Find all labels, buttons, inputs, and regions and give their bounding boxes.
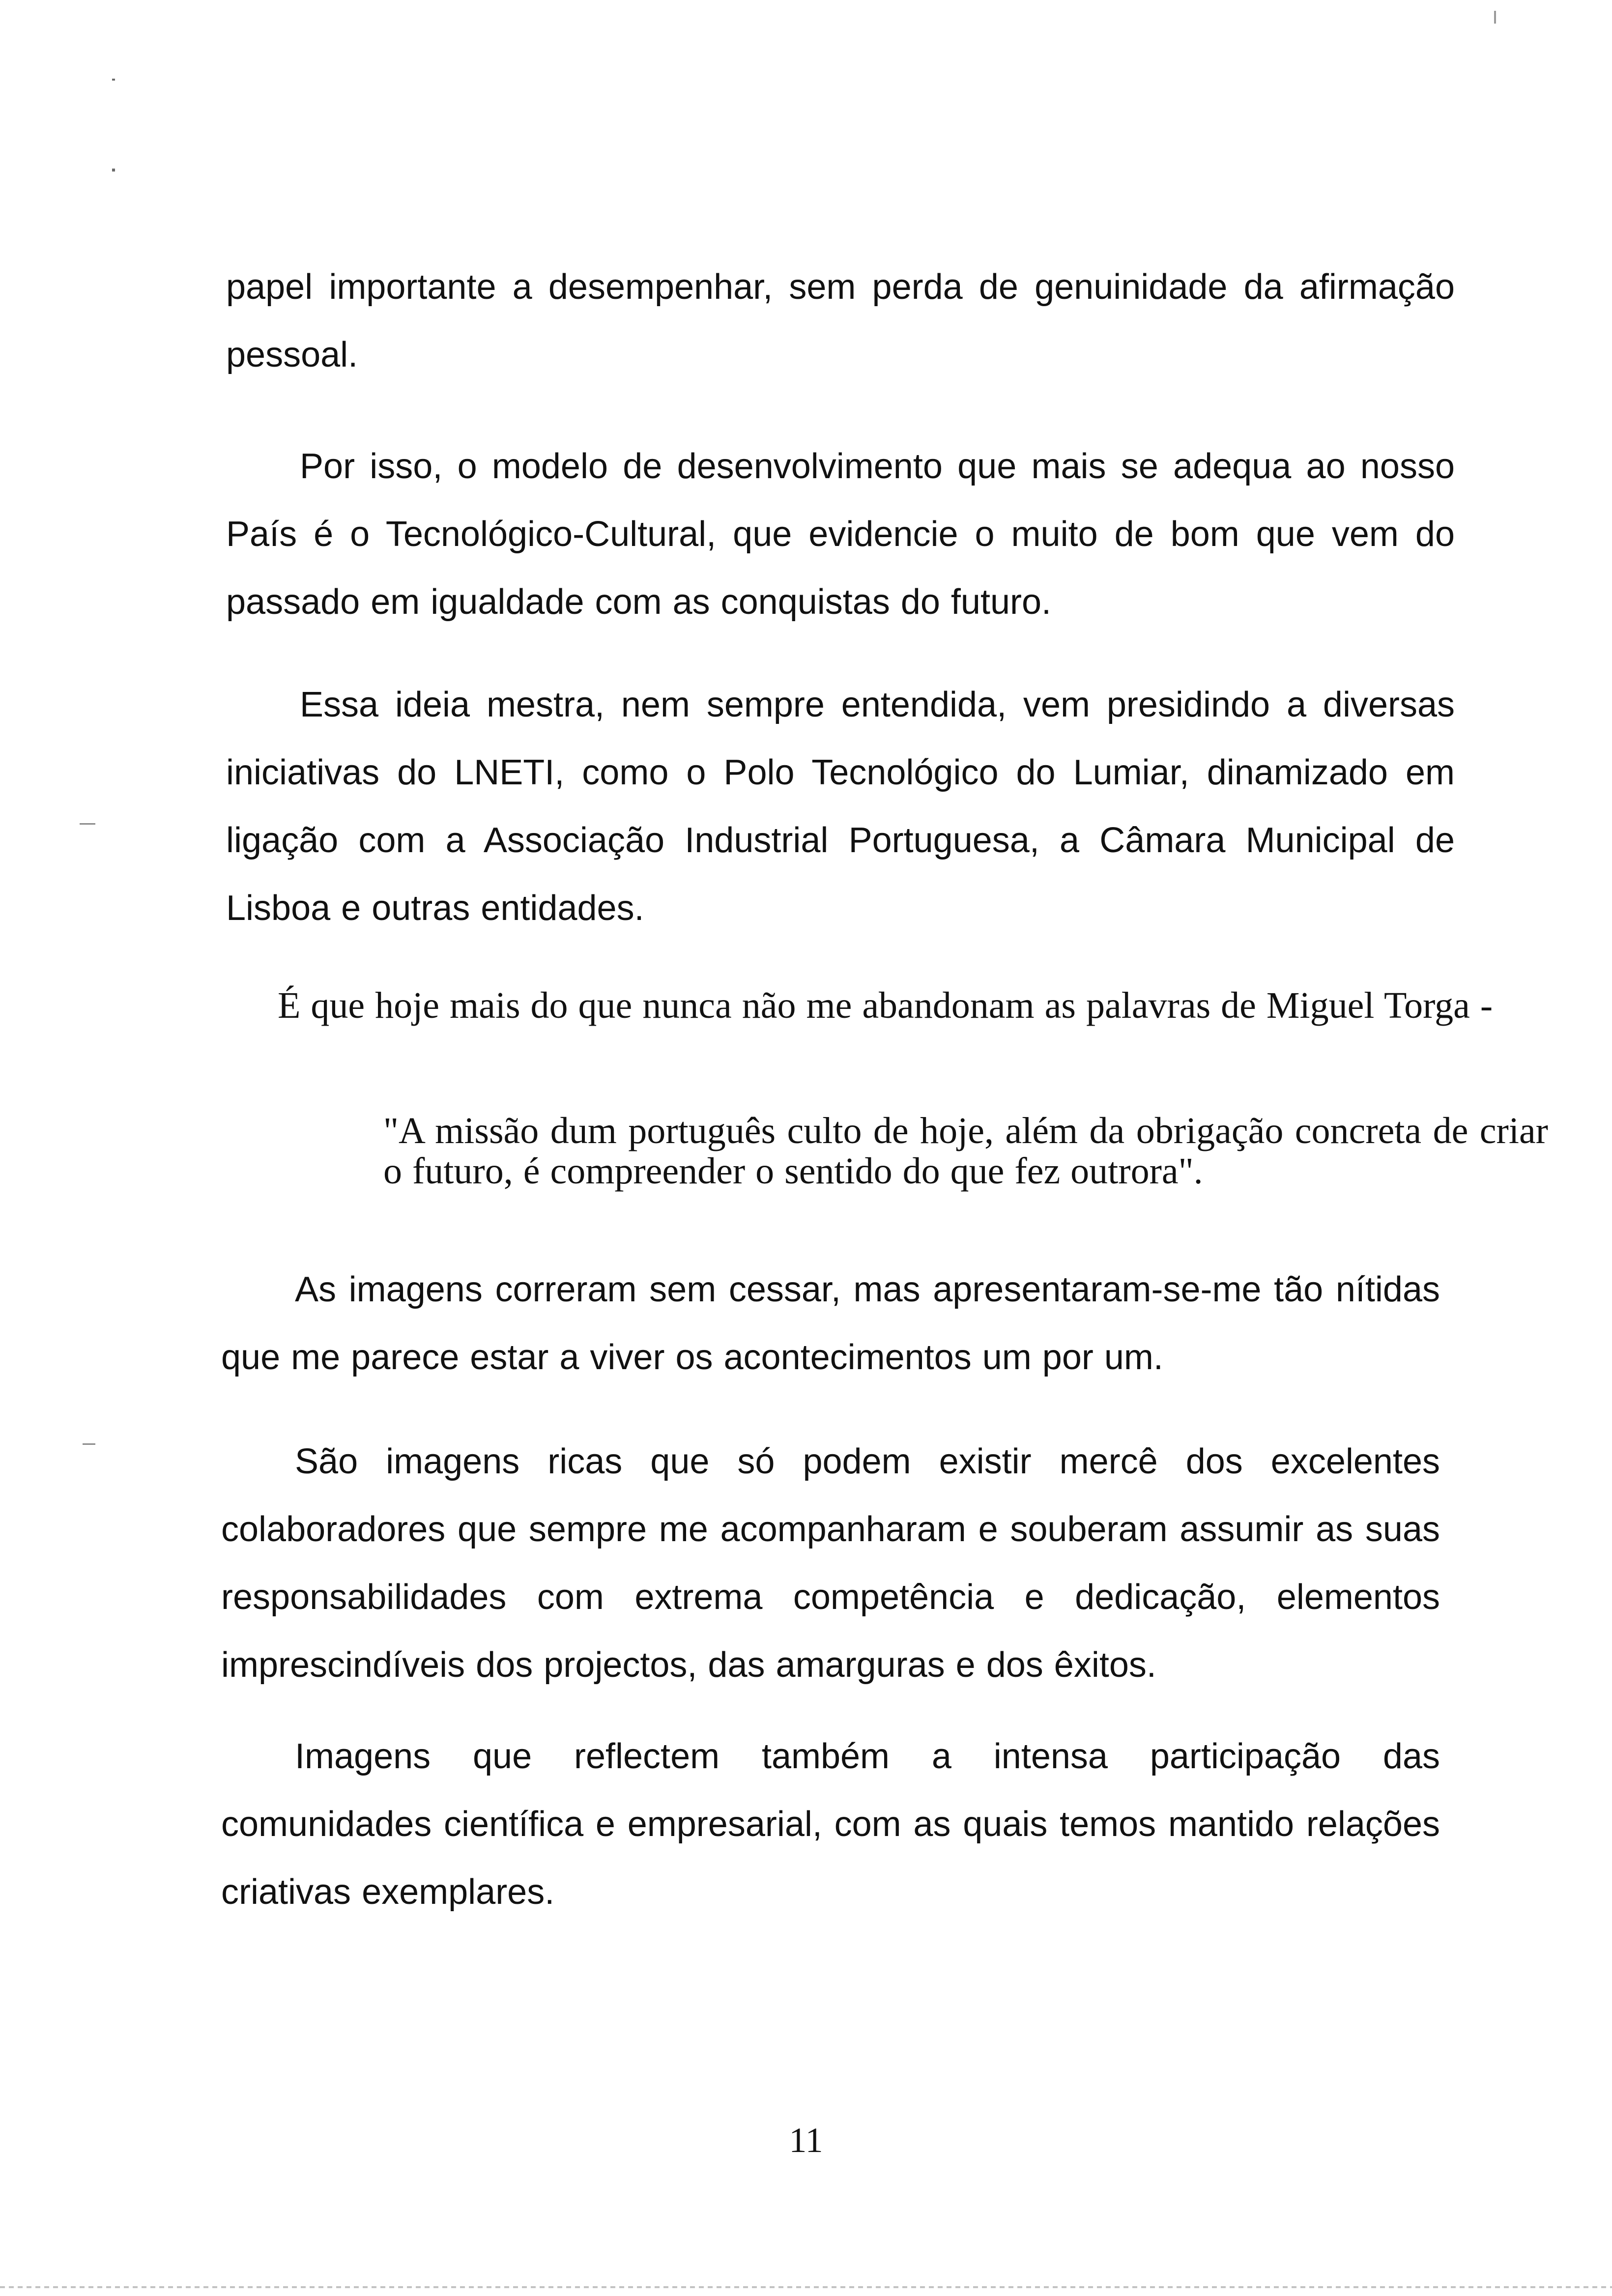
paragraph-collaborators: São imagens ricas que só podem existir mercê dos excelentes colaboradores que sempre me acompanharam e souberam assumir as suas responsabilidades com extrema competência e dedicação, elementos imprescindíveis dos projectos, das amarguras e dos êxitos. (221, 1442, 1440, 1685)
paragraph-master-idea: Essa ideia mestra, nem sempre entendida, vem presidindo a diversas iniciativas do LNETI, como o Polo Tecnológico do Lumiar, dinamizado em ligação com a Associação Industrial Portuguesa, a Câmara Municipal de Lisboa e outras entidades. (226, 685, 1455, 928)
scan-speck (112, 169, 115, 172)
paragraph-communities: Imagens que reflectem também a intensa participação das comunidades científica e empresarial, com as quais temos mantido relações criativas exemplares. (221, 1737, 1440, 1912)
scan-dash-mark (83, 1443, 95, 1445)
page-number: 11 (789, 2121, 823, 2160)
paragraph-development-model: Por isso, o modelo de desenvolvimento que mais se adequa ao nosso País é o Tecnológico-Cultural, que evidencie o muito de bom que vem do passado em igualdade com as conquistas do futuro. (226, 447, 1455, 622)
paragraph-continuation: papel importante a desempenhar, sem perda de genuinidade da afirmação pessoal. (226, 267, 1455, 374)
paragraph-images-flowed: As imagens correram sem cessar, mas apresentaram-se-me tão nítidas que me parece estar a viver os acontecimentos um por um. (221, 1270, 1440, 1377)
scan-dash-mark (80, 823, 95, 825)
scan-tick-mark (1494, 11, 1496, 24)
scan-speck (112, 79, 115, 81)
block-quote-torga: "A missão dum português culto de hoje, além da obrigação concreta de criar o futuro, é compreender o sentido do que fez outrora". (383, 1110, 1548, 1192)
paragraph-torga-intro: É que hoje mais do que nunca não me abandonam as palavras de Miguel Torga - (278, 985, 1493, 1026)
scan-bottom-edge (0, 2286, 1612, 2288)
